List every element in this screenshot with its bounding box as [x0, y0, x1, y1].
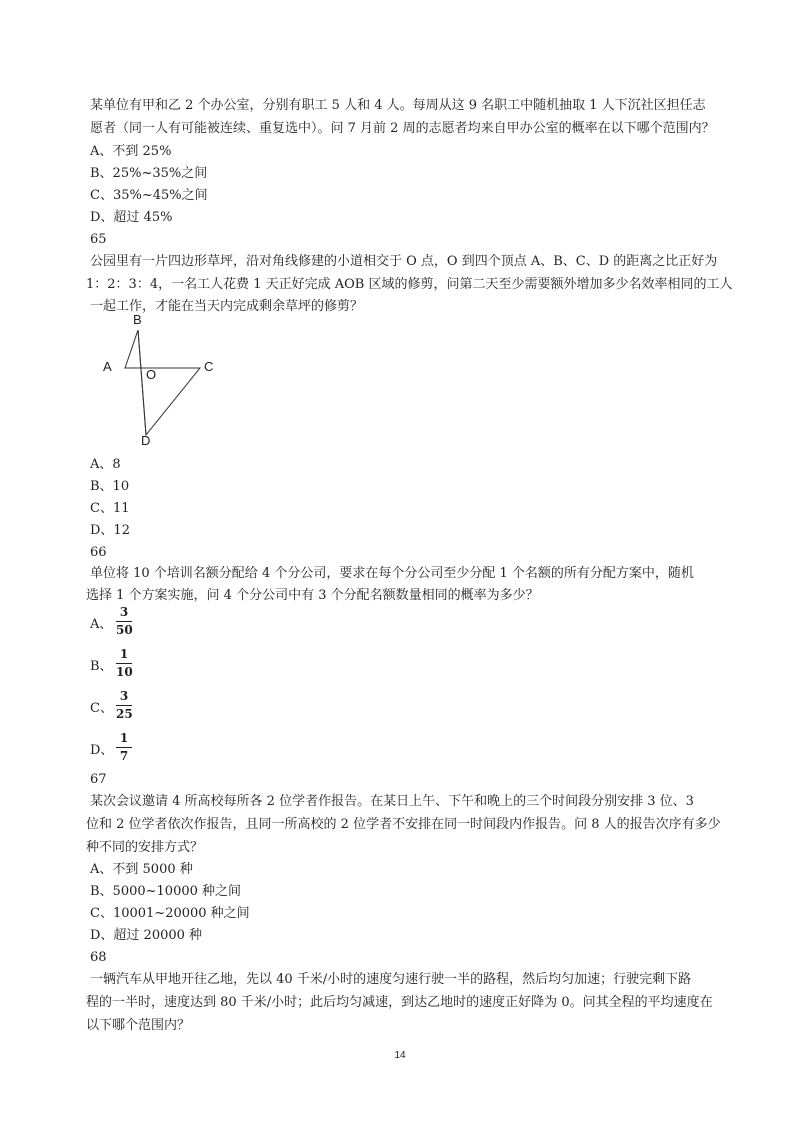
- vertex-label-c: C: [204, 359, 214, 374]
- q65-option-b: B、10: [90, 479, 130, 494]
- fraction-bar: [116, 663, 132, 664]
- q68-stem-line3: 以下哪个范围内？: [86, 1018, 191, 1033]
- fraction-numerator: 1: [119, 647, 129, 661]
- q66-option-d-fraction: [116, 731, 132, 764]
- fraction-numerator: 1: [119, 731, 129, 745]
- quadrilateral-figure: [100, 310, 230, 450]
- fraction-bar: [116, 705, 132, 706]
- fraction-bar: [116, 747, 132, 748]
- q65-stem-line2: 1：2：3：4，一名工人花费 1 天正好完成 AOB 区域的修剪，问第二天至少需要额外增加多少名效率相同的工人: [86, 277, 733, 292]
- center-label-o: O: [146, 367, 157, 382]
- diagonal-bd: [138, 330, 146, 435]
- q66-option-d-label: D、: [90, 743, 114, 758]
- q67-option-d: D、超过 20000 种: [90, 928, 203, 943]
- q67-option-c: C、10001~20000 种之间: [90, 906, 250, 921]
- q66-option-c-fraction: [116, 689, 132, 722]
- q65-stem-line1: 公园里有一片四边形草坪，沿对角线修建的小道相交于 O 点，O 到四个顶点 A、B、C、D 的距离之比正好为: [90, 254, 718, 269]
- fraction-denominator: 50: [116, 623, 133, 637]
- q67-stem-line1: 某次会议邀请 4 所高校每所各 2 位学者作报告。在某日上午、下午和晚上的三个时间段分别安排 3 位、3: [90, 794, 694, 809]
- q65-number: 65: [90, 232, 107, 247]
- fraction-denominator: 25: [116, 707, 133, 721]
- q67-option-a: A、不到 5000 种: [90, 862, 193, 877]
- page-number: 14: [394, 1050, 406, 1061]
- q65-option-c: C、11: [90, 501, 130, 516]
- q67-number: 67: [90, 772, 107, 787]
- q68-stem-line2: 程的一半时，速度达到 80 千米/小时；此后均匀减速，到达乙地时的速度正好降为 0。问其全程的平均速度在: [86, 995, 713, 1010]
- q66-option-c-label: C、: [90, 701, 113, 716]
- q66-option-a-fraction: [116, 605, 132, 638]
- q67-option-b: B、5000~10000 种之间: [90, 884, 242, 899]
- q67-stem-line2: 位和 2 位学者依次作报告，且同一所高校的 2 位学者不安排在同一时间段内作报告。问 8 人的报告次序有多少: [86, 817, 721, 832]
- fraction-numerator: 3: [119, 689, 129, 703]
- q68-stem-line1: 一辆汽车从甲地开往乙地，先以 40 千米/小时的速度匀速行驶一半的路程，然后均匀加速；行驶完剩下路: [90, 972, 692, 987]
- fraction-denominator: 10: [116, 665, 133, 679]
- q64-stem-line2: 愿者（同一人有可能被连续、重复选中）。问 7 月前 2 周的志愿者均来自甲办公室的概率在以下哪个范围内？: [90, 121, 715, 136]
- q64-option-a: A、不到 25%: [90, 144, 172, 159]
- q66-number: 66: [90, 545, 107, 560]
- q64-stem-line1: 某单位有甲和乙 2 个办公室，分别有职工 5 人和 4 人。每周从这 9 名职工中随机抽取 1 人下沉社区担任志: [90, 98, 706, 113]
- q66-option-b-label: B、: [90, 659, 113, 674]
- q64-option-b: B、25%~35%之间: [90, 166, 208, 181]
- q65-option-a: A、8: [90, 457, 121, 472]
- vertex-label-d: D: [141, 433, 151, 448]
- q65-option-d: D、12: [90, 523, 130, 538]
- fraction-numerator: 3: [119, 605, 129, 619]
- q66-stem-line1: 单位将 10 个培训名额分配给 4 个分公司，要求在每个分公司至少分配 1 个名额的所有分配方案中，随机: [90, 566, 694, 581]
- q66-option-a-label: A、: [90, 617, 113, 632]
- fraction-denominator: 7: [119, 749, 129, 763]
- q64-option-c: C、35%~45%之间: [90, 188, 208, 203]
- q66-stem-line2: 选择 1 个方案实施，问 4 个分公司中有 3 个分配名额数量相同的概率为多少？: [86, 588, 539, 603]
- q67-stem-line3: 种不同的安排方式？: [86, 840, 204, 855]
- q64-option-d: D、超过 45%: [90, 210, 173, 225]
- vertex-label-b: B: [133, 312, 142, 327]
- q66-option-b-fraction: [116, 647, 132, 680]
- quadrilateral-outline: [125, 330, 200, 435]
- vertex-label-a: A: [103, 359, 112, 374]
- q65-stem-line3: 一起工作，才能在当天内完成剩余草坪的修剪？: [90, 299, 364, 314]
- q68-number: 68: [90, 950, 107, 965]
- fraction-bar: [116, 621, 132, 622]
